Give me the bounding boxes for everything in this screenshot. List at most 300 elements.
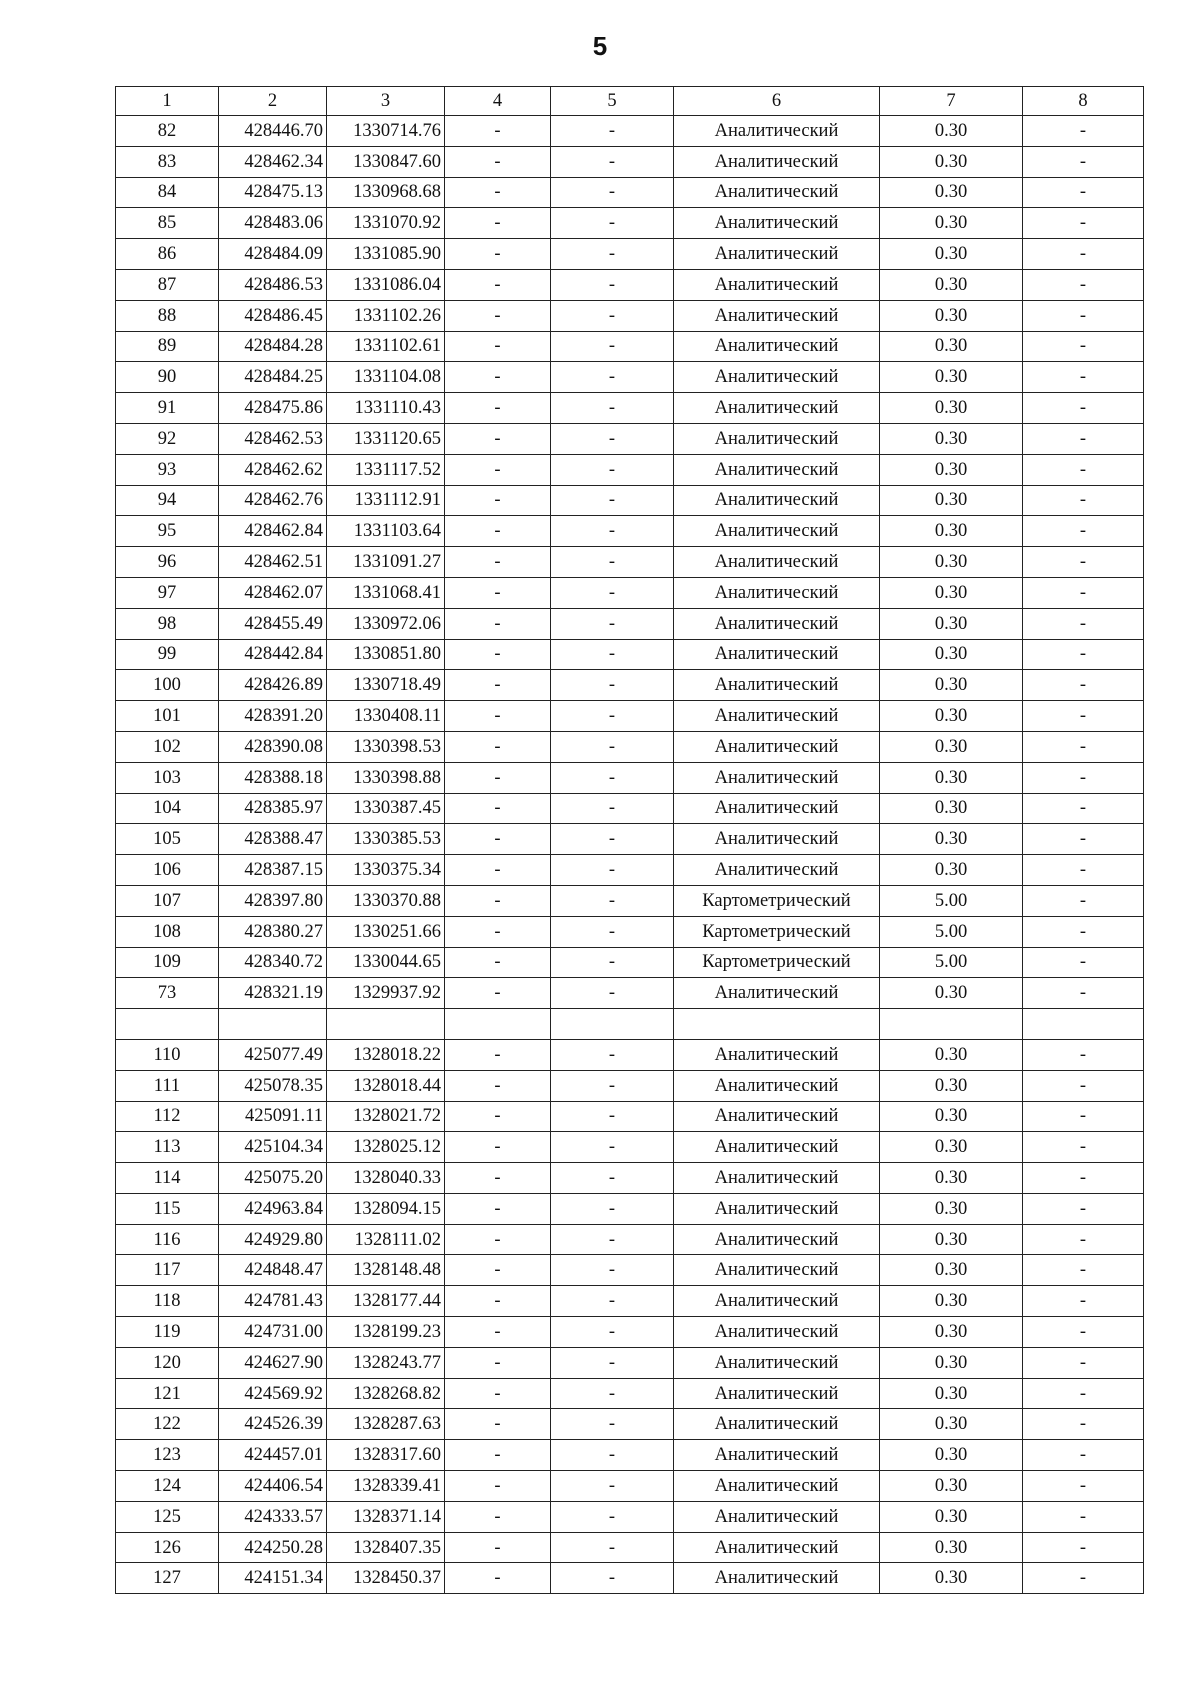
cell-col-4: - bbox=[445, 855, 551, 886]
cell-coord-x: 428391.20 bbox=[219, 701, 327, 732]
cell-point-number: 106 bbox=[116, 855, 219, 886]
cell-coord-x: 428462.07 bbox=[219, 577, 327, 608]
cell-col-5: - bbox=[551, 1193, 674, 1224]
cell-col-5: - bbox=[551, 1471, 674, 1502]
cell-method bbox=[674, 1009, 880, 1040]
table-row bbox=[116, 701, 1144, 732]
cell-accuracy: 0.30 bbox=[880, 239, 1023, 270]
cell-col-5: - bbox=[551, 670, 674, 701]
cell-point-number: 87 bbox=[116, 269, 219, 300]
cell-coord-y: 1331102.61 bbox=[327, 331, 445, 362]
cell-col-4: - bbox=[445, 1101, 551, 1132]
table-row bbox=[116, 1039, 1144, 1070]
cell-accuracy: 0.30 bbox=[880, 824, 1023, 855]
cell-coord-x bbox=[219, 1009, 327, 1040]
table-row bbox=[116, 300, 1144, 331]
cell-col-5: - bbox=[551, 1224, 674, 1255]
cell-method: Аналитический bbox=[674, 300, 880, 331]
cell-coord-x: 428340.72 bbox=[219, 947, 327, 978]
cell-col-5: - bbox=[551, 793, 674, 824]
cell-col-8: - bbox=[1023, 300, 1144, 331]
cell-coord-y: 1328018.44 bbox=[327, 1070, 445, 1101]
cell-col-5: - bbox=[551, 393, 674, 424]
cell-point-number: 82 bbox=[116, 116, 219, 147]
cell-col-5: - bbox=[551, 916, 674, 947]
column-header-2: 2 bbox=[219, 87, 327, 116]
table-row bbox=[116, 916, 1144, 947]
cell-coord-y: 1328177.44 bbox=[327, 1286, 445, 1317]
cell-col-8: - bbox=[1023, 1440, 1144, 1471]
cell-method: Аналитический bbox=[674, 116, 880, 147]
cell-coord-y: 1328025.12 bbox=[327, 1132, 445, 1163]
table-row bbox=[116, 1563, 1144, 1594]
cell-coord-x: 425078.35 bbox=[219, 1070, 327, 1101]
cell-accuracy: 0.30 bbox=[880, 1317, 1023, 1348]
cell-coord-y: 1328111.02 bbox=[327, 1224, 445, 1255]
cell-method: Аналитический bbox=[674, 1193, 880, 1224]
cell-coord-x: 428486.45 bbox=[219, 300, 327, 331]
cell-col-8: - bbox=[1023, 824, 1144, 855]
cell-accuracy: 0.30 bbox=[880, 855, 1023, 886]
cell-point-number: 112 bbox=[116, 1101, 219, 1132]
cell-coord-y bbox=[327, 1009, 445, 1040]
table-row bbox=[116, 1070, 1144, 1101]
table-row bbox=[116, 1501, 1144, 1532]
cell-method: Аналитический bbox=[674, 516, 880, 547]
cell-col-4: - bbox=[445, 731, 551, 762]
cell-coord-x: 428321.19 bbox=[219, 978, 327, 1009]
cell-method: Аналитический bbox=[674, 1317, 880, 1348]
cell-col-4: - bbox=[445, 146, 551, 177]
cell-accuracy: 0.30 bbox=[880, 454, 1023, 485]
cell-col-4: - bbox=[445, 300, 551, 331]
cell-col-8: - bbox=[1023, 1409, 1144, 1440]
cell-coord-x: 428387.15 bbox=[219, 855, 327, 886]
cell-method: Аналитический bbox=[674, 1501, 880, 1532]
cell-accuracy: 0.30 bbox=[880, 639, 1023, 670]
cell-method: Аналитический bbox=[674, 208, 880, 239]
cell-col-4: - bbox=[445, 1070, 551, 1101]
cell-coord-x: 428385.97 bbox=[219, 793, 327, 824]
cell-coord-x: 428462.76 bbox=[219, 485, 327, 516]
cell-method: Аналитический bbox=[674, 177, 880, 208]
cell-accuracy: 0.30 bbox=[880, 793, 1023, 824]
cell-point-number: 104 bbox=[116, 793, 219, 824]
cell-col-8: - bbox=[1023, 762, 1144, 793]
table-row bbox=[116, 947, 1144, 978]
cell-col-4: - bbox=[445, 116, 551, 147]
cell-col-5: - bbox=[551, 1039, 674, 1070]
cell-point-number: 85 bbox=[116, 208, 219, 239]
cell-accuracy: 0.30 bbox=[880, 423, 1023, 454]
table-row bbox=[116, 116, 1144, 147]
cell-col-5: - bbox=[551, 1347, 674, 1378]
cell-point-number: 125 bbox=[116, 1501, 219, 1532]
cell-col-8: - bbox=[1023, 1070, 1144, 1101]
cell-method: Аналитический bbox=[674, 423, 880, 454]
cell-coord-x: 428462.62 bbox=[219, 454, 327, 485]
cell-accuracy: 0.30 bbox=[880, 670, 1023, 701]
cell-col-4: - bbox=[445, 885, 551, 916]
cell-coord-y: 1328317.60 bbox=[327, 1440, 445, 1471]
cell-col-5: - bbox=[551, 1132, 674, 1163]
cell-col-5: - bbox=[551, 331, 674, 362]
cell-coord-y: 1331117.52 bbox=[327, 454, 445, 485]
cell-point-number: 97 bbox=[116, 577, 219, 608]
cell-method: Аналитический bbox=[674, 1255, 880, 1286]
cell-col-4 bbox=[445, 1009, 551, 1040]
cell-point-number: 116 bbox=[116, 1224, 219, 1255]
table-row bbox=[116, 1193, 1144, 1224]
cell-method: Аналитический bbox=[674, 731, 880, 762]
cell-coord-y: 1330851.80 bbox=[327, 639, 445, 670]
cell-point-number: 109 bbox=[116, 947, 219, 978]
cell-col-8: - bbox=[1023, 547, 1144, 578]
cell-col-8: - bbox=[1023, 208, 1144, 239]
cell-col-4: - bbox=[445, 1286, 551, 1317]
cell-method: Аналитический bbox=[674, 485, 880, 516]
table-row bbox=[116, 1163, 1144, 1194]
cell-point-number: 123 bbox=[116, 1440, 219, 1471]
cell-col-4: - bbox=[445, 331, 551, 362]
cell-coord-x: 428484.09 bbox=[219, 239, 327, 270]
cell-col-4: - bbox=[445, 1039, 551, 1070]
table-row bbox=[116, 485, 1144, 516]
cell-accuracy: 0.30 bbox=[880, 1409, 1023, 1440]
cell-accuracy: 0.30 bbox=[880, 177, 1023, 208]
cell-col-8: - bbox=[1023, 1224, 1144, 1255]
cell-col-5: - bbox=[551, 1501, 674, 1532]
cell-coord-y: 1328371.14 bbox=[327, 1501, 445, 1532]
cell-method: Картометрический bbox=[674, 947, 880, 978]
cell-method: Аналитический bbox=[674, 1224, 880, 1255]
cell-point-number: 84 bbox=[116, 177, 219, 208]
cell-col-5 bbox=[551, 1009, 674, 1040]
cell-accuracy: 5.00 bbox=[880, 947, 1023, 978]
cell-point-number: 88 bbox=[116, 300, 219, 331]
cell-coord-x: 428484.25 bbox=[219, 362, 327, 393]
cell-coord-x: 424250.28 bbox=[219, 1532, 327, 1563]
cell-col-4: - bbox=[445, 547, 551, 578]
cell-point-number: 101 bbox=[116, 701, 219, 732]
cell-coord-x: 428486.53 bbox=[219, 269, 327, 300]
cell-coord-y: 1328268.82 bbox=[327, 1378, 445, 1409]
cell-point-number: 100 bbox=[116, 670, 219, 701]
table-row bbox=[116, 1255, 1144, 1286]
cell-col-4: - bbox=[445, 701, 551, 732]
cell-col-8: - bbox=[1023, 116, 1144, 147]
table-row bbox=[116, 1471, 1144, 1502]
cell-coord-y: 1328243.77 bbox=[327, 1347, 445, 1378]
cell-accuracy: 0.30 bbox=[880, 547, 1023, 578]
cell-coord-x: 428462.34 bbox=[219, 146, 327, 177]
cell-method: Аналитический bbox=[674, 1070, 880, 1101]
cell-point-number: 108 bbox=[116, 916, 219, 947]
cell-col-8: - bbox=[1023, 670, 1144, 701]
cell-point-number: 124 bbox=[116, 1471, 219, 1502]
cell-coord-y: 1328339.41 bbox=[327, 1471, 445, 1502]
cell-col-4: - bbox=[445, 639, 551, 670]
cell-accuracy: 0.30 bbox=[880, 577, 1023, 608]
cell-col-4: - bbox=[445, 485, 551, 516]
cell-accuracy: 0.30 bbox=[880, 731, 1023, 762]
column-header-5: 5 bbox=[551, 87, 674, 116]
cell-method: Аналитический bbox=[674, 547, 880, 578]
cell-coord-y: 1329937.92 bbox=[327, 978, 445, 1009]
cell-accuracy: 0.30 bbox=[880, 516, 1023, 547]
cell-col-5: - bbox=[551, 547, 674, 578]
cell-accuracy: 0.30 bbox=[880, 331, 1023, 362]
cell-point-number: 73 bbox=[116, 978, 219, 1009]
cell-point-number: 94 bbox=[116, 485, 219, 516]
cell-point-number: 102 bbox=[116, 731, 219, 762]
cell-col-8: - bbox=[1023, 1101, 1144, 1132]
cell-coord-x: 428484.28 bbox=[219, 331, 327, 362]
cell-point-number: 118 bbox=[116, 1286, 219, 1317]
cell-accuracy: 0.30 bbox=[880, 393, 1023, 424]
cell-coord-y: 1330968.68 bbox=[327, 177, 445, 208]
cell-col-4: - bbox=[445, 1317, 551, 1348]
cell-accuracy: 0.30 bbox=[880, 116, 1023, 147]
cell-coord-x: 428442.84 bbox=[219, 639, 327, 670]
cell-col-8: - bbox=[1023, 485, 1144, 516]
column-header-1: 1 bbox=[116, 87, 219, 116]
cell-method: Аналитический bbox=[674, 1163, 880, 1194]
cell-col-5: - bbox=[551, 639, 674, 670]
cell-col-8: - bbox=[1023, 1532, 1144, 1563]
cell-accuracy: 0.30 bbox=[880, 1163, 1023, 1194]
table-row bbox=[116, 1409, 1144, 1440]
cell-accuracy: 5.00 bbox=[880, 916, 1023, 947]
cell-accuracy: 0.30 bbox=[880, 701, 1023, 732]
cell-coord-y: 1328450.37 bbox=[327, 1563, 445, 1594]
cell-col-8: - bbox=[1023, 393, 1144, 424]
cell-method: Аналитический bbox=[674, 331, 880, 362]
table-row bbox=[116, 577, 1144, 608]
cell-col-5: - bbox=[551, 177, 674, 208]
cell-coord-y: 1330044.65 bbox=[327, 947, 445, 978]
cell-coord-x: 428426.89 bbox=[219, 670, 327, 701]
cell-coord-x: 428388.47 bbox=[219, 824, 327, 855]
cell-coord-y: 1328199.23 bbox=[327, 1317, 445, 1348]
cell-point-number: 89 bbox=[116, 331, 219, 362]
cell-col-4: - bbox=[445, 239, 551, 270]
cell-method: Аналитический bbox=[674, 824, 880, 855]
cell-col-8: - bbox=[1023, 1471, 1144, 1502]
cell-col-8: - bbox=[1023, 1317, 1144, 1348]
cell-col-5: - bbox=[551, 1286, 674, 1317]
cell-col-5: - bbox=[551, 885, 674, 916]
cell-col-4: - bbox=[445, 1409, 551, 1440]
cell-col-8: - bbox=[1023, 1039, 1144, 1070]
cell-col-8: - bbox=[1023, 1163, 1144, 1194]
cell-coord-x: 424569.92 bbox=[219, 1378, 327, 1409]
cell-col-5: - bbox=[551, 824, 674, 855]
cell-point-number: 93 bbox=[116, 454, 219, 485]
cell-accuracy: 0.30 bbox=[880, 485, 1023, 516]
cell-method: Аналитический bbox=[674, 639, 880, 670]
cell-col-5: - bbox=[551, 947, 674, 978]
table-row bbox=[116, 239, 1144, 270]
cell-col-5: - bbox=[551, 1255, 674, 1286]
cell-col-8: - bbox=[1023, 331, 1144, 362]
cell-col-4: - bbox=[445, 516, 551, 547]
cell-col-5: - bbox=[551, 731, 674, 762]
cell-point-number bbox=[116, 1009, 219, 1040]
cell-point-number: 122 bbox=[116, 1409, 219, 1440]
cell-col-4: - bbox=[445, 670, 551, 701]
cell-coord-y: 1331070.92 bbox=[327, 208, 445, 239]
cell-coord-y: 1330714.76 bbox=[327, 116, 445, 147]
cell-col-4: - bbox=[445, 824, 551, 855]
cell-col-8: - bbox=[1023, 855, 1144, 886]
cell-accuracy: 0.30 bbox=[880, 1532, 1023, 1563]
cell-col-8: - bbox=[1023, 608, 1144, 639]
cell-method: Аналитический bbox=[674, 239, 880, 270]
table-row bbox=[116, 362, 1144, 393]
cell-method: Аналитический bbox=[674, 393, 880, 424]
cell-col-4: - bbox=[445, 916, 551, 947]
column-header-7: 7 bbox=[880, 87, 1023, 116]
cell-coord-y: 1328040.33 bbox=[327, 1163, 445, 1194]
cell-col-4: - bbox=[445, 1163, 551, 1194]
cell-col-8: - bbox=[1023, 362, 1144, 393]
cell-coord-y: 1331104.08 bbox=[327, 362, 445, 393]
cell-coord-x: 428462.84 bbox=[219, 516, 327, 547]
cell-col-5: - bbox=[551, 577, 674, 608]
cell-method: Аналитический bbox=[674, 269, 880, 300]
table-row bbox=[116, 731, 1144, 762]
cell-col-5: - bbox=[551, 855, 674, 886]
table-row bbox=[116, 793, 1144, 824]
table-row bbox=[116, 1132, 1144, 1163]
cell-accuracy: 0.30 bbox=[880, 1132, 1023, 1163]
table-row bbox=[116, 177, 1144, 208]
cell-coord-y: 1331085.90 bbox=[327, 239, 445, 270]
cell-col-8: - bbox=[1023, 793, 1144, 824]
cell-accuracy: 0.30 bbox=[880, 362, 1023, 393]
cell-coord-y: 1328287.63 bbox=[327, 1409, 445, 1440]
table-row bbox=[116, 1532, 1144, 1563]
table-row bbox=[116, 762, 1144, 793]
cell-method: Картометрический bbox=[674, 916, 880, 947]
cell-col-5: - bbox=[551, 516, 674, 547]
cell-method: Аналитический bbox=[674, 670, 880, 701]
cell-coord-x: 425091.11 bbox=[219, 1101, 327, 1132]
cell-point-number: 91 bbox=[116, 393, 219, 424]
cell-coord-x: 428475.86 bbox=[219, 393, 327, 424]
cell-coord-x: 425104.34 bbox=[219, 1132, 327, 1163]
cell-accuracy: 0.30 bbox=[880, 1101, 1023, 1132]
cell-point-number: 127 bbox=[116, 1563, 219, 1594]
cell-col-4: - bbox=[445, 1347, 551, 1378]
cell-point-number: 117 bbox=[116, 1255, 219, 1286]
table-row bbox=[116, 885, 1144, 916]
cell-col-5: - bbox=[551, 1532, 674, 1563]
cell-coord-x: 424963.84 bbox=[219, 1193, 327, 1224]
cell-coord-x: 428397.80 bbox=[219, 885, 327, 916]
cell-col-5: - bbox=[551, 300, 674, 331]
cell-method: Аналитический bbox=[674, 701, 880, 732]
cell-col-4: - bbox=[445, 1563, 551, 1594]
cell-accuracy: 0.30 bbox=[880, 146, 1023, 177]
cell-point-number: 113 bbox=[116, 1132, 219, 1163]
cell-accuracy bbox=[880, 1009, 1023, 1040]
cell-method: Аналитический bbox=[674, 762, 880, 793]
cell-coord-y: 1330972.06 bbox=[327, 608, 445, 639]
cell-accuracy: 0.30 bbox=[880, 1286, 1023, 1317]
cell-col-5: - bbox=[551, 146, 674, 177]
cell-col-5: - bbox=[551, 362, 674, 393]
cell-col-4: - bbox=[445, 1378, 551, 1409]
table-row bbox=[116, 1101, 1144, 1132]
cell-col-8: - bbox=[1023, 701, 1144, 732]
cell-coord-y: 1330370.88 bbox=[327, 885, 445, 916]
cell-point-number: 105 bbox=[116, 824, 219, 855]
cell-method: Аналитический bbox=[674, 146, 880, 177]
table-row bbox=[116, 516, 1144, 547]
table-row bbox=[116, 1286, 1144, 1317]
table-row bbox=[116, 639, 1144, 670]
cell-coord-x: 424731.00 bbox=[219, 1317, 327, 1348]
table-row bbox=[116, 608, 1144, 639]
cell-col-8: - bbox=[1023, 146, 1144, 177]
cell-method: Аналитический bbox=[674, 1039, 880, 1070]
cell-coord-y: 1330718.49 bbox=[327, 670, 445, 701]
cell-coord-y: 1331103.64 bbox=[327, 516, 445, 547]
cell-method: Аналитический bbox=[674, 454, 880, 485]
coordinates-table bbox=[115, 86, 1144, 1594]
cell-point-number: 103 bbox=[116, 762, 219, 793]
cell-col-5: - bbox=[551, 762, 674, 793]
table-row bbox=[116, 1317, 1144, 1348]
cell-col-4: - bbox=[445, 1532, 551, 1563]
cell-col-8: - bbox=[1023, 239, 1144, 270]
table-row bbox=[116, 670, 1144, 701]
cell-point-number: 92 bbox=[116, 423, 219, 454]
cell-col-4: - bbox=[445, 947, 551, 978]
cell-col-8: - bbox=[1023, 1563, 1144, 1594]
cell-coord-y: 1328407.35 bbox=[327, 1532, 445, 1563]
cell-col-5: - bbox=[551, 423, 674, 454]
cell-point-number: 115 bbox=[116, 1193, 219, 1224]
cell-col-8: - bbox=[1023, 1193, 1144, 1224]
cell-col-4: - bbox=[445, 1224, 551, 1255]
cell-col-4: - bbox=[445, 208, 551, 239]
cell-accuracy: 0.30 bbox=[880, 978, 1023, 1009]
cell-accuracy: 0.30 bbox=[880, 608, 1023, 639]
column-header-6: 6 bbox=[674, 87, 880, 116]
cell-col-4: - bbox=[445, 608, 551, 639]
cell-col-4: - bbox=[445, 362, 551, 393]
cell-coord-y: 1330398.88 bbox=[327, 762, 445, 793]
cell-col-8: - bbox=[1023, 916, 1144, 947]
cell-col-8: - bbox=[1023, 947, 1144, 978]
cell-accuracy: 0.30 bbox=[880, 300, 1023, 331]
cell-col-4: - bbox=[445, 978, 551, 1009]
cell-coord-y: 1330385.53 bbox=[327, 824, 445, 855]
cell-coord-x: 425075.20 bbox=[219, 1163, 327, 1194]
cell-col-5: - bbox=[551, 239, 674, 270]
cell-method: Аналитический bbox=[674, 1101, 880, 1132]
cell-coord-x: 424457.01 bbox=[219, 1440, 327, 1471]
cell-col-4: - bbox=[445, 423, 551, 454]
cell-col-4: - bbox=[445, 1132, 551, 1163]
cell-col-5: - bbox=[551, 1070, 674, 1101]
cell-col-4: - bbox=[445, 1501, 551, 1532]
table-row bbox=[116, 978, 1144, 1009]
cell-coord-x: 424406.54 bbox=[219, 1471, 327, 1502]
